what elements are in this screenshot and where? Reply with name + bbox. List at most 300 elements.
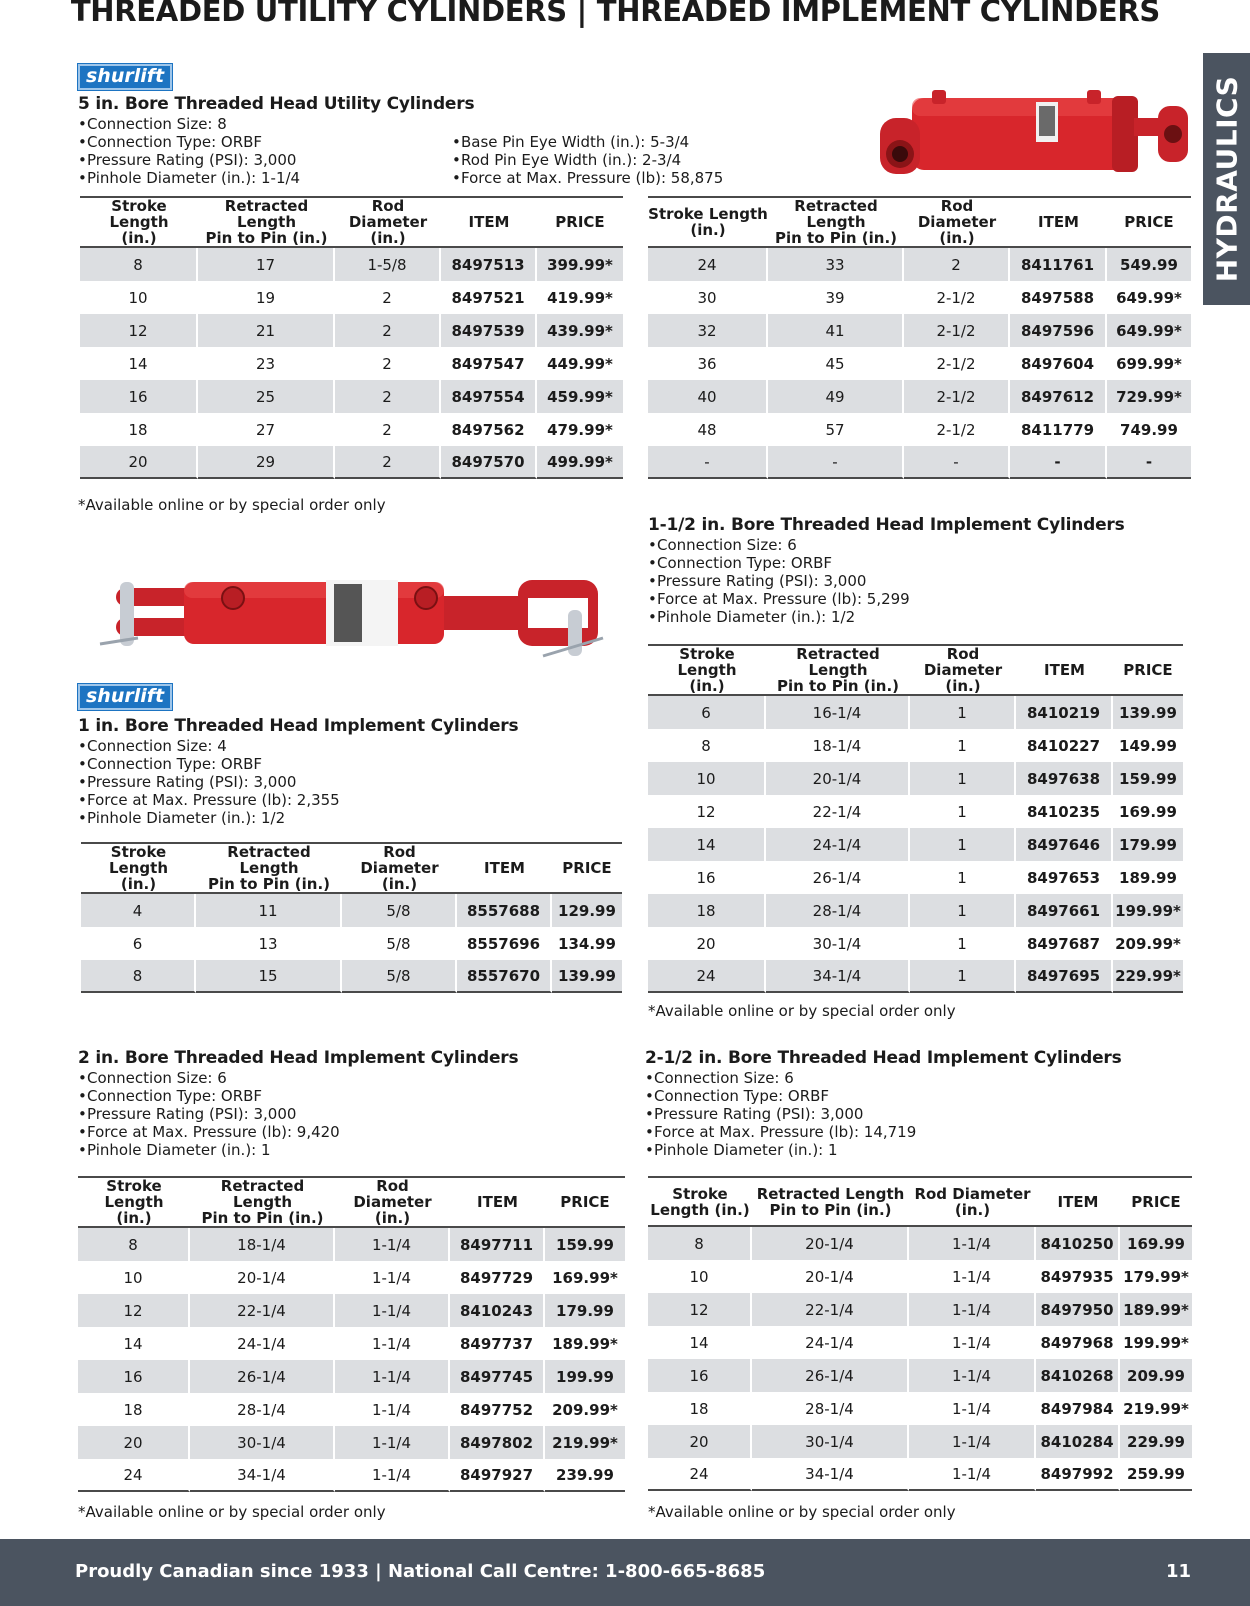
spec-item — [78, 809, 340, 827]
cell-retracted: 23 — [198, 347, 335, 380]
table-row — [648, 1260, 1192, 1293]
table-row — [80, 314, 623, 347]
column-header-rod: Rod Diameter (in.) — [335, 196, 441, 248]
spec-text: Pinhole Diameter (in.): 1/2 — [657, 608, 856, 626]
spec-list-2-5in — [645, 1069, 916, 1159]
table-row — [648, 762, 1183, 795]
cell-item: 8497638 — [1016, 762, 1113, 795]
cell-stroke: 24 — [648, 1458, 752, 1491]
column-header-stroke: Stroke Length (in.) — [81, 842, 196, 894]
cell-rod: 2 — [335, 380, 441, 413]
cell-stroke: 18 — [648, 1392, 752, 1425]
spec-item — [78, 791, 340, 809]
column-header-item: ITEM — [1016, 644, 1113, 696]
cell-item: 8497992 — [1036, 1458, 1120, 1491]
table-row — [648, 696, 1183, 729]
table-row — [80, 413, 623, 446]
cell-item: 8497539 — [441, 314, 537, 347]
cell-stroke: 48 — [648, 413, 768, 446]
cell-item: 8411761 — [1010, 248, 1107, 281]
cell-item: 8497596 — [1010, 314, 1107, 347]
cell-retracted: 39 — [768, 281, 904, 314]
bullet-icon: • — [648, 590, 657, 608]
cell-stroke: 20 — [648, 1425, 752, 1458]
cell-stroke: 24 — [78, 1459, 190, 1492]
spec-item — [452, 133, 723, 151]
cell-retracted: 20-1/4 — [766, 762, 910, 795]
spec-item — [78, 755, 340, 773]
table-row — [648, 828, 1183, 861]
cell-price: 134.99 — [558, 934, 616, 953]
column-header-item: ITEM — [450, 1176, 545, 1228]
bullet-icon: • — [78, 809, 87, 827]
cell-item: 8497661 — [1016, 894, 1113, 927]
cell-stroke: 6 — [81, 927, 196, 960]
column-header-stroke: Stroke Length (in.) — [648, 1176, 752, 1227]
cell-price: 449.99* — [547, 354, 613, 373]
cell-item: 8497711 — [450, 1228, 545, 1261]
page-title: THREADED UTILITY CYLINDERS | THREADED IMPLEMENT CYLINDERS — [70, 0, 1160, 28]
table-row — [80, 446, 623, 479]
column-header-stroke: Stroke Length (in.) — [80, 196, 198, 248]
cell-rod: 1-1/4 — [335, 1294, 450, 1327]
cell-item: 8497521 — [441, 281, 537, 314]
column-header-retracted: Retracted Length Pin to Pin (in.) — [198, 196, 335, 248]
table-2-5in — [648, 1176, 1192, 1491]
cell-rod: 2 — [335, 446, 441, 479]
bullet-icon: • — [78, 1087, 87, 1105]
table-row — [78, 1228, 625, 1261]
spec-item — [78, 169, 300, 187]
table-row — [648, 380, 1191, 413]
cell-rod: 2-1/2 — [904, 281, 1010, 314]
bullet-icon: • — [452, 151, 461, 169]
brand-logo: shurlift — [78, 64, 172, 90]
cell-rod: 2 — [335, 413, 441, 446]
cell-stroke: 14 — [648, 1326, 752, 1359]
cell-price: 169.99* — [552, 1268, 618, 1287]
spec-text: Pressure Rating (PSI): 3,000 — [657, 572, 867, 590]
cell-item: 8497604 — [1010, 347, 1107, 380]
table-row — [648, 927, 1183, 960]
cell-rod: 1 — [910, 762, 1016, 795]
cell-stroke: 18 — [80, 413, 198, 446]
cell-rod: 1-1/4 — [335, 1426, 450, 1459]
cell-price: 179.99* — [1123, 1267, 1189, 1286]
cell-stroke: 14 — [78, 1327, 190, 1360]
cell-rod: 2 — [335, 347, 441, 380]
table-row — [648, 1392, 1192, 1425]
cell-retracted: 24-1/4 — [190, 1327, 335, 1360]
table-row — [648, 960, 1183, 993]
cell-stroke: 10 — [80, 281, 198, 314]
spec-text: Pressure Rating (PSI): 3,000 — [87, 773, 297, 791]
spec-text: Force at Max. Pressure (lb): 58,875 — [461, 169, 724, 187]
table-1-5in — [648, 644, 1183, 993]
cell-retracted: 16-1/4 — [766, 696, 910, 729]
spec-text: Base Pin Eye Width (in.): 5-3/4 — [461, 133, 690, 151]
spec-list-5in-right — [452, 133, 723, 187]
table-5in-b — [648, 196, 1191, 479]
section-title-1in: 1 in. Bore Threaded Head Implement Cylinders — [78, 716, 519, 736]
cell-retracted: 30-1/4 — [190, 1426, 335, 1459]
cell-retracted: 30-1/4 — [752, 1425, 909, 1458]
cell-item: 8497950 — [1036, 1293, 1120, 1326]
table-row — [78, 1393, 625, 1426]
cell-rod: 1 — [910, 696, 1016, 729]
spec-text: Pinhole Diameter (in.): 1 — [654, 1141, 838, 1159]
page-number: 11 — [1165, 1561, 1191, 1582]
cell-price: 199.99* — [1113, 894, 1183, 927]
cell-item: 8410219 — [1016, 696, 1113, 729]
cell-retracted: 15 — [196, 960, 342, 993]
cell-retracted: 21 — [198, 314, 335, 347]
cell-stroke: 16 — [78, 1360, 190, 1393]
cell-retracted: 49 — [768, 380, 904, 413]
cell-price: 459.99* — [537, 380, 623, 413]
cell-item: 8497687 — [1016, 927, 1113, 960]
spec-item — [78, 1087, 340, 1105]
cell-retracted: 34-1/4 — [766, 960, 910, 993]
column-header-rod: Rod Diameter (in.) — [909, 1176, 1036, 1227]
cell-retracted: 18-1/4 — [190, 1228, 335, 1261]
cell-retracted: 18-1/4 — [766, 729, 910, 762]
cell-retracted: - — [768, 446, 904, 479]
cell-rod: 1 — [910, 861, 1016, 894]
column-header-retracted: Retracted Length Pin to Pin (in.) — [752, 1176, 909, 1227]
cell-item: 8497612 — [1010, 380, 1107, 413]
table-row — [78, 1294, 625, 1327]
bullet-icon: • — [648, 536, 657, 554]
cell-retracted: 24-1/4 — [766, 828, 910, 861]
cell-rod: 5/8 — [342, 960, 457, 993]
cell-stroke: 20 — [80, 446, 198, 479]
cell-item: 8497588 — [1010, 281, 1107, 314]
column-header-retracted: Retracted Length Pin to Pin (in.) — [196, 842, 342, 894]
cell-rod: 1-1/4 — [909, 1260, 1036, 1293]
cell-price: 259.99 — [1120, 1458, 1192, 1491]
cell-price: 149.99 — [1119, 736, 1177, 755]
spec-text: Pressure Rating (PSI): 3,000 — [87, 151, 297, 169]
cell-retracted: 13 — [196, 927, 342, 960]
table-row — [80, 281, 623, 314]
cell-rod: 1-1/4 — [335, 1393, 450, 1426]
cell-retracted: 28-1/4 — [752, 1392, 909, 1425]
cell-stroke: 4 — [81, 894, 196, 927]
cell-stroke: 8 — [81, 960, 196, 993]
bullet-icon: • — [78, 1141, 87, 1159]
table-row — [648, 314, 1191, 347]
cell-rod: 1-1/4 — [335, 1360, 450, 1393]
column-header-rod: Rod Diameter (in.) — [342, 842, 457, 894]
column-header-item: ITEM — [1036, 1176, 1120, 1227]
side-tab[interactable] — [1203, 53, 1250, 305]
spec-item — [78, 1123, 340, 1141]
table-row — [78, 1261, 625, 1294]
cell-retracted: 24-1/4 — [752, 1326, 909, 1359]
table-row — [78, 1459, 625, 1492]
cell-stroke: 8 — [80, 248, 198, 281]
cell-item: 8497752 — [450, 1393, 545, 1426]
cell-item: 8497745 — [450, 1360, 545, 1393]
cell-rod: 1-1/4 — [909, 1293, 1036, 1326]
column-header-rod: Rod Diameter (in.) — [904, 196, 1010, 248]
bullet-icon: • — [648, 554, 657, 572]
table-row — [648, 861, 1183, 894]
spec-list-1-5in — [648, 536, 910, 626]
column-header-stroke: Stroke Length (in.) — [78, 1176, 190, 1228]
cell-stroke: 24 — [648, 248, 768, 281]
cell-rod: 1-1/4 — [909, 1326, 1036, 1359]
cell-retracted: 26-1/4 — [766, 861, 910, 894]
spec-item — [452, 169, 723, 187]
cell-retracted: 19 — [198, 281, 335, 314]
spec-item — [648, 554, 910, 572]
footer-bar — [0, 1539, 1250, 1606]
cell-price: 229.99 — [1120, 1425, 1192, 1458]
column-header-price: PRICE — [1120, 1176, 1192, 1227]
cell-rod: 2-1/2 — [904, 314, 1010, 347]
brand-logo: shurlift — [78, 684, 172, 710]
cell-rod: 2-1/2 — [904, 380, 1010, 413]
table-row — [648, 1359, 1192, 1392]
spec-item — [648, 536, 910, 554]
cell-retracted: 22-1/4 — [766, 795, 910, 828]
section-title-2in: 2 in. Bore Threaded Head Implement Cylinders — [78, 1048, 519, 1068]
cell-item: - — [1010, 446, 1107, 479]
cell-stroke: 24 — [648, 960, 766, 993]
cell-price: 189.99* — [552, 1334, 618, 1353]
cell-stroke: 8 — [648, 729, 766, 762]
section-title-2-5in: 2-1/2 in. Bore Threaded Head Implement Cylinders — [645, 1048, 1122, 1068]
cell-price: 209.99* — [552, 1400, 618, 1419]
cell-rod: 1-5/8 — [335, 248, 441, 281]
spec-text: Connection Size: 6 — [87, 1069, 227, 1087]
cell-price: 179.99 — [1113, 828, 1183, 861]
cell-stroke: 12 — [78, 1294, 190, 1327]
spec-item — [78, 737, 340, 755]
table-row — [648, 1227, 1192, 1260]
cell-stroke: 32 — [648, 314, 768, 347]
column-header-price: PRICE — [552, 842, 622, 894]
spec-item — [78, 1105, 340, 1123]
cell-price: 749.99 — [1120, 420, 1178, 439]
cell-rod: 1 — [910, 927, 1016, 960]
footer-contact: Proudly Canadian since 1933 | National Call Centre: 1-800-665-8685 — [75, 1561, 766, 1582]
column-header-stroke: Stroke Length (in.) — [648, 196, 768, 248]
cell-retracted: 27 — [198, 413, 335, 446]
spec-text: Force at Max. Pressure (lb): 14,719 — [654, 1123, 917, 1141]
cell-item: 8497737 — [450, 1327, 545, 1360]
cell-price: 199.99* — [1123, 1333, 1189, 1352]
cell-retracted: 26-1/4 — [752, 1359, 909, 1392]
cell-retracted: 26-1/4 — [190, 1360, 335, 1393]
bullet-icon: • — [645, 1069, 654, 1087]
bullet-icon: • — [78, 773, 87, 791]
bullet-icon: • — [452, 133, 461, 151]
cell-retracted: 33 — [768, 248, 904, 281]
cell-stroke: 30 — [648, 281, 768, 314]
spec-item — [78, 151, 300, 169]
cell-item: 8410243 — [450, 1294, 545, 1327]
table-row — [80, 347, 623, 380]
footnote-2in: *Available online or by special order only — [78, 1503, 386, 1521]
cell-price: 219.99* — [1123, 1399, 1189, 1418]
cell-price: 649.99* — [1107, 314, 1191, 347]
spec-text: Connection Size: 8 — [87, 115, 227, 133]
table-row — [81, 960, 622, 993]
table-row — [648, 1293, 1192, 1326]
spec-text: Force at Max. Pressure (lb): 9,420 — [87, 1123, 340, 1141]
table-row — [648, 894, 1183, 927]
cell-stroke: 12 — [648, 1293, 752, 1326]
cell-price: 479.99* — [547, 420, 613, 439]
cell-price: 139.99 — [552, 960, 622, 993]
column-header-retracted: Retracted Length Pin to Pin (in.) — [766, 644, 910, 696]
cell-item: 8557696 — [457, 927, 552, 960]
cell-rod: 5/8 — [342, 927, 457, 960]
cell-retracted: 41 — [768, 314, 904, 347]
table-row — [648, 347, 1191, 380]
table-row — [648, 1425, 1192, 1458]
bullet-icon: • — [645, 1087, 654, 1105]
cell-price: 729.99* — [1107, 380, 1191, 413]
spec-item — [78, 115, 300, 133]
cell-stroke: - — [648, 446, 768, 479]
spec-item — [645, 1105, 916, 1123]
spec-item — [645, 1141, 916, 1159]
cell-stroke: 10 — [78, 1261, 190, 1294]
table-row — [80, 248, 623, 281]
cell-rod: 1-1/4 — [335, 1327, 450, 1360]
spec-item — [78, 133, 300, 151]
spec-item — [78, 1069, 340, 1087]
spec-list-5in-left — [78, 115, 300, 187]
spec-text: Pinhole Diameter (in.): 1/2 — [87, 809, 286, 827]
bullet-icon: • — [78, 115, 87, 133]
cell-retracted: 22-1/4 — [190, 1294, 335, 1327]
cell-item: 8497562 — [441, 413, 537, 446]
cell-rod: 2-1/2 — [904, 413, 1010, 446]
table-2in — [78, 1176, 625, 1492]
cell-item: 8557670 — [457, 960, 552, 993]
cell-stroke: 20 — [78, 1426, 190, 1459]
cell-rod: 1-1/4 — [335, 1261, 450, 1294]
bullet-icon: • — [78, 755, 87, 773]
footnote-1-5in: *Available online or by special order only — [648, 1002, 956, 1020]
cell-stroke: 18 — [78, 1393, 190, 1426]
cell-retracted: 28-1/4 — [190, 1393, 335, 1426]
cell-retracted: 20-1/4 — [752, 1260, 909, 1293]
cell-retracted: 17 — [198, 248, 335, 281]
cell-price: 239.99 — [545, 1459, 625, 1492]
cell-stroke: 16 — [648, 1359, 752, 1392]
spec-list-1in — [78, 737, 340, 827]
cell-item: 8497554 — [441, 380, 537, 413]
spec-text: Connection Type: ORBF — [87, 1087, 263, 1105]
column-header-price: PRICE — [545, 1176, 625, 1228]
cell-retracted: 57 — [768, 413, 904, 446]
cell-item: 8497729 — [450, 1261, 545, 1294]
cell-rod: 1 — [910, 960, 1016, 993]
spec-text: Connection Type: ORBF — [87, 133, 263, 151]
cell-price: 169.99 — [1119, 802, 1177, 821]
spec-item — [78, 1141, 340, 1159]
cell-item: 8557688 — [457, 894, 552, 927]
cell-retracted: 20-1/4 — [190, 1261, 335, 1294]
cell-rod: 1-1/4 — [909, 1392, 1036, 1425]
cell-rod: 1-1/4 — [335, 1228, 450, 1261]
cell-stroke: 18 — [648, 894, 766, 927]
cell-price: 159.99 — [545, 1228, 625, 1261]
cell-item: 8410268 — [1036, 1359, 1120, 1392]
bullet-icon: • — [452, 169, 461, 187]
cell-stroke: 20 — [648, 927, 766, 960]
cell-price: 189.99* — [1120, 1293, 1192, 1326]
spec-text: Connection Type: ORBF — [654, 1087, 830, 1105]
spec-text: Connection Type: ORBF — [87, 755, 263, 773]
spec-item — [645, 1123, 916, 1141]
implement-cylinder-image — [98, 568, 613, 664]
bullet-icon: • — [78, 737, 87, 755]
bullet-icon: • — [78, 169, 87, 187]
cell-price: 169.99 — [1120, 1227, 1192, 1260]
table-1in — [81, 842, 622, 993]
cell-price: 209.99 — [1120, 1359, 1192, 1392]
column-header-rod: Rod Diameter (in.) — [910, 644, 1016, 696]
spec-item — [645, 1069, 916, 1087]
cell-rod: 1-1/4 — [909, 1227, 1036, 1260]
spec-item — [648, 608, 910, 626]
spec-text: Connection Size: 6 — [654, 1069, 794, 1087]
table-row — [648, 729, 1183, 762]
side-tab-label: HYDRAULICS — [1210, 75, 1243, 283]
bullet-icon: • — [645, 1123, 654, 1141]
bullet-icon: • — [78, 151, 87, 169]
cell-item: 8497570 — [441, 446, 537, 479]
cell-item: 8497513 — [441, 248, 537, 281]
spec-text: Connection Size: 6 — [657, 536, 797, 554]
cell-price: 649.99* — [1116, 288, 1182, 307]
cell-item: 8497984 — [1036, 1392, 1120, 1425]
cell-price: 229.99* — [1113, 960, 1183, 993]
spec-list-2in — [78, 1069, 340, 1159]
cell-rod: 1-1/4 — [909, 1425, 1036, 1458]
bullet-icon: • — [78, 1105, 87, 1123]
cell-price: 399.99* — [537, 248, 623, 281]
cell-price: 699.99* — [1116, 354, 1182, 373]
bullet-icon: • — [648, 572, 657, 590]
table-row — [78, 1327, 625, 1360]
cell-rod: 1-1/4 — [909, 1359, 1036, 1392]
spec-item — [648, 590, 910, 608]
cell-retracted: 30-1/4 — [766, 927, 910, 960]
cell-price: 209.99* — [1115, 934, 1181, 953]
cell-retracted: 20-1/4 — [752, 1227, 909, 1260]
utility-cylinder-image — [872, 88, 1192, 184]
spec-item — [78, 773, 340, 791]
cell-item: 8410235 — [1016, 795, 1113, 828]
table-5in-a — [80, 196, 623, 479]
cell-price: 549.99 — [1107, 248, 1191, 281]
footnote-5in: *Available online or by special order only — [78, 496, 386, 514]
cell-stroke: 14 — [648, 828, 766, 861]
cell-item: 8497653 — [1016, 861, 1113, 894]
spec-text: Force at Max. Pressure (lb): 5,299 — [657, 590, 910, 608]
cell-price: 139.99 — [1113, 696, 1183, 729]
table-row — [81, 894, 622, 927]
cell-item: 8411779 — [1010, 413, 1107, 446]
